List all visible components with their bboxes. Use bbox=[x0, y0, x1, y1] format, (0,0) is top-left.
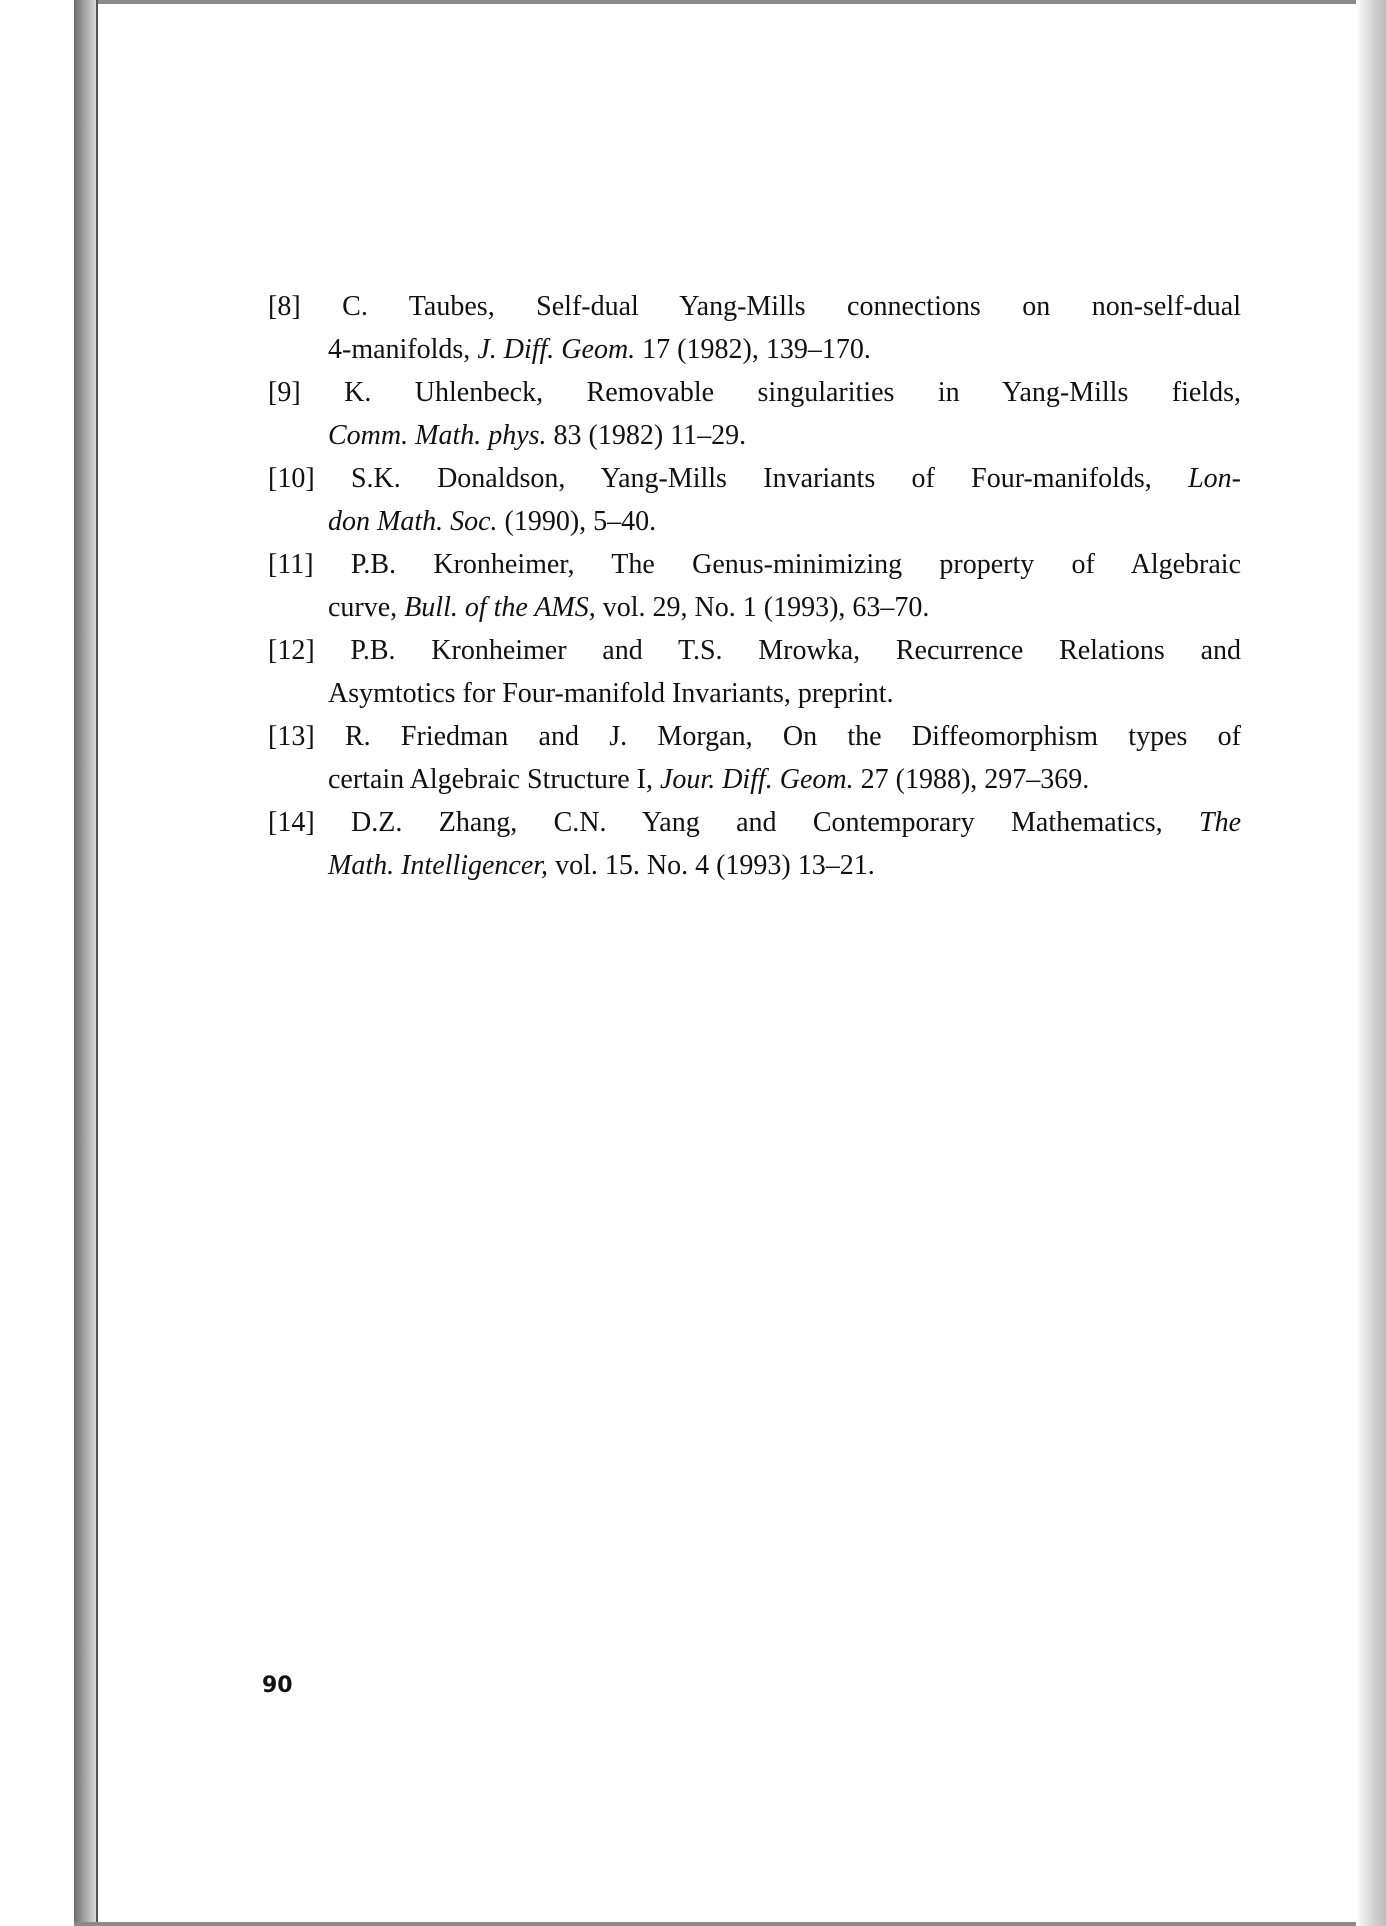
reference-journal: The bbox=[1199, 807, 1241, 838]
reference-line-first bbox=[268, 371, 1241, 414]
reference-label: [9] bbox=[268, 377, 301, 408]
reference-line-continued bbox=[268, 328, 1241, 371]
reference-line-continued bbox=[268, 414, 1241, 457]
reference-text: P.B. Kronheimer, The Genus-minimizing property of Algebraic bbox=[350, 549, 1242, 580]
reference-text: 83 (1982) 11–29. bbox=[546, 420, 747, 451]
reference-text: Asymtotics for Four-manifold Invariants, preprint. bbox=[328, 678, 894, 709]
page-frame-top bbox=[74, 0, 1386, 4]
reference-journal: Jour. Diff. Geom. bbox=[659, 764, 854, 795]
reference-line-first bbox=[268, 715, 1241, 758]
reference-line-continued bbox=[268, 586, 1241, 629]
reference-journal: Comm. Math. phys. bbox=[328, 420, 547, 451]
reference-journal: Math. Intelligencer, bbox=[328, 850, 549, 881]
reference-text: 27 (1988), 297–369. bbox=[853, 764, 1090, 795]
reference-line-first bbox=[268, 457, 1241, 500]
reference-label: [12] bbox=[268, 635, 315, 666]
reference-text: certain Algebraic Structure I, bbox=[328, 764, 660, 795]
reference-text: 4-manifolds, bbox=[328, 334, 478, 365]
reference-journal: Lon- bbox=[1188, 463, 1242, 494]
reference-journal: J. Diff. Geom. bbox=[477, 334, 636, 365]
reference-item bbox=[268, 285, 1241, 371]
reference-line-continued bbox=[268, 758, 1241, 801]
reference-text: R. Friedman and J. Morgan, On the Diffeomorphism types of bbox=[344, 721, 1242, 752]
reference-text: curve, bbox=[328, 592, 405, 623]
reference-item bbox=[268, 715, 1241, 801]
spine-edge bbox=[96, 0, 98, 1926]
reference-line-continued bbox=[268, 500, 1241, 543]
reference-label: [10] bbox=[268, 463, 315, 494]
reference-journal: don Math. Soc. bbox=[328, 506, 498, 537]
reference-text: P.B. Kronheimer and T.S. Mrowka, Recurrence Relations and bbox=[350, 635, 1241, 666]
reference-text: 17 (1982), 139–170. bbox=[635, 334, 871, 365]
reference-label: [13] bbox=[268, 721, 315, 752]
reference-line-first bbox=[268, 543, 1241, 586]
book-spine bbox=[74, 0, 96, 1926]
reference-item bbox=[268, 457, 1241, 543]
reference-text: D.Z. Zhang, C.N. Yang and Contemporary Mathematics, bbox=[351, 807, 1199, 838]
page-shadow bbox=[1356, 0, 1386, 1926]
page-number: 90 bbox=[262, 1673, 293, 1698]
reference-text: S.K. Donaldson, Yang-Mills Invariants of Four-manifolds, bbox=[350, 463, 1189, 494]
reference-text: vol. 29, No. 1 (1993), 63–70. bbox=[595, 592, 930, 623]
reference-item bbox=[268, 801, 1241, 887]
page-frame-bottom bbox=[74, 1922, 1386, 1926]
reference-item bbox=[268, 371, 1241, 457]
reference-text: C. Taubes, Self-dual Yang-Mills connections on non-self-dual bbox=[342, 291, 1241, 322]
reference-line-first bbox=[268, 801, 1241, 844]
reference-label: [11] bbox=[268, 549, 314, 580]
reference-item bbox=[268, 629, 1241, 715]
reference-text: vol. 15. No. 4 (1993) 13–21. bbox=[548, 850, 875, 881]
reference-text: (1990), 5–40. bbox=[497, 506, 657, 537]
reference-journal: Bull. of the AMS, bbox=[404, 592, 596, 623]
reference-label: [14] bbox=[268, 807, 315, 838]
reference-item bbox=[268, 543, 1241, 629]
reference-line-first bbox=[268, 285, 1241, 328]
reference-line-continued bbox=[268, 672, 1241, 715]
reference-label: [8] bbox=[268, 291, 301, 322]
reference-line-continued bbox=[268, 844, 1241, 887]
reference-text: K. Uhlenbeck, Removable singularities in Yang-Mills fields, bbox=[344, 377, 1242, 408]
reference-list bbox=[268, 285, 1241, 887]
reference-line-first bbox=[268, 629, 1241, 672]
